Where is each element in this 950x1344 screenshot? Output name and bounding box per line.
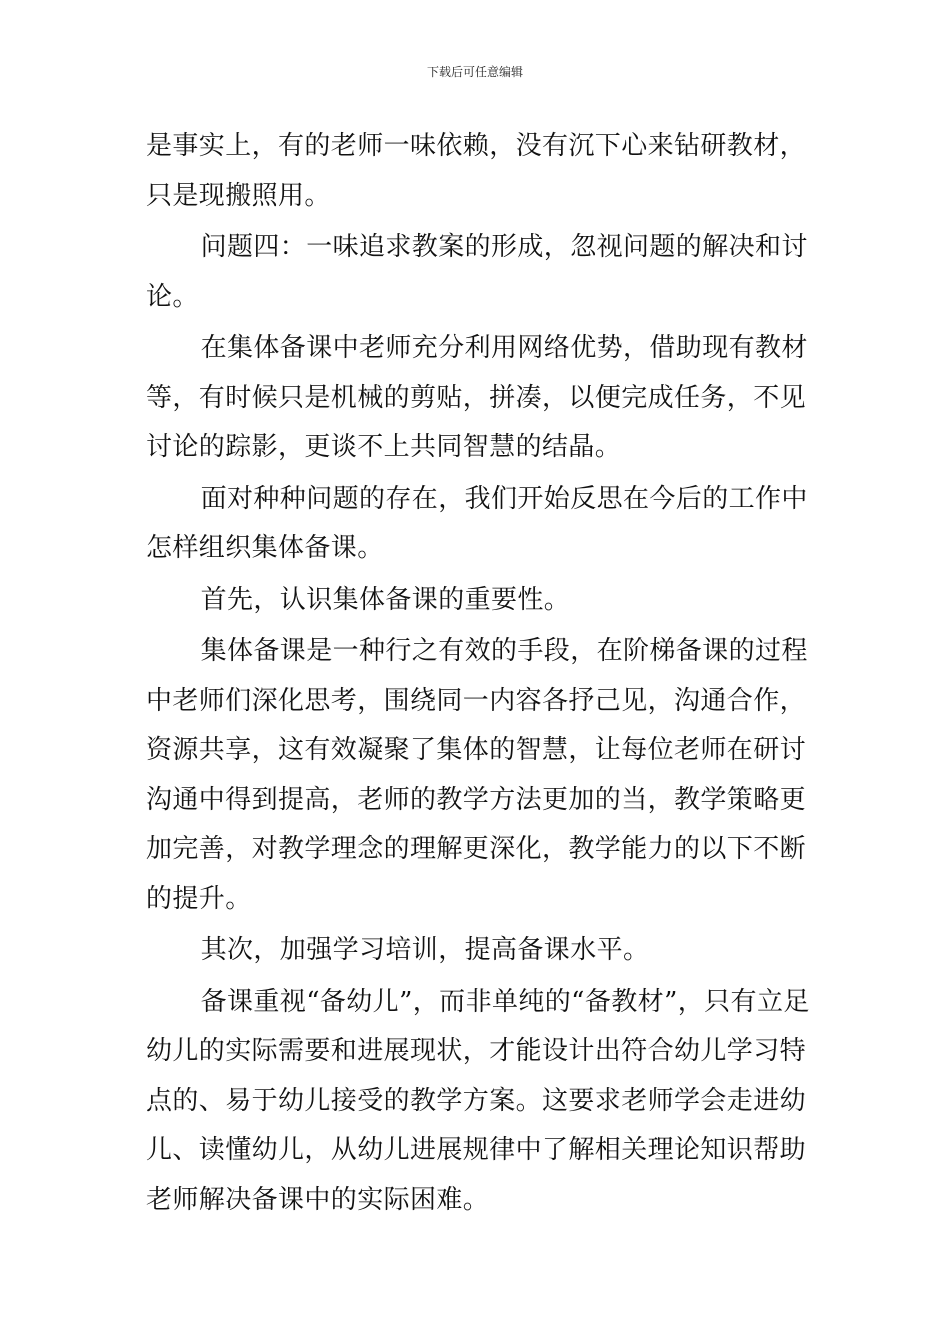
paragraph-reflection: 面对种种问题的存在，我们开始反思在今后的工作中怎样组织集体备课。 — [146, 483, 808, 563]
paragraph-problem-four: 问题四：一味追求教案的形成，忽视问题的解决和讨论。 — [146, 232, 808, 312]
paragraph-prepare-children: 备课重视“备幼儿”，而非单纯的“备教材”，只有立足幼儿的实际需要和进展现状，才能设计出符合幼儿学习特点的、易于幼儿接受的教学方案。这要求老师学会走进幼儿、读懂幼儿，从幼儿进展规律中了解相关理论知识帮助老师解决备课中的实际困难。 — [146, 986, 810, 1215]
paragraph-collective-benefits: 集体备课是一种行之有效的手段，在阶梯备课的过程中老师们深化思考，围绕同一内容各抒己见，沟通合作，资源共享，这有效凝聚了集体的智慧，让每位老师在研讨沟通中得到提高，老师的教学方法更加的当，教学策略更加完善，对教学理念的理解更深化，教学能力的以下不断的提升。 — [146, 636, 808, 914]
page-header-note: 下载后可任意编辑 — [426, 65, 523, 79]
paragraph-network-copying: 在集体备课中老师充分利用网络优势，借助现有教材等，有时候只是机械的剪贴，拼凑，以便完成任务，不见讨论的踪影，更谈不上共同智慧的结晶。 — [146, 333, 808, 462]
document-body — [146, 122, 811, 1227]
paragraph-second-point: 其次，加强学习培训，提高备课水平。 — [200, 935, 650, 965]
paragraph-continuation: 是事实上，有的老师一味依赖，没有沉下心来钻研教材，只是现搬照用。 — [146, 131, 807, 211]
paragraph-first-point: 首先，认识集体备课的重要性。 — [200, 584, 571, 615]
